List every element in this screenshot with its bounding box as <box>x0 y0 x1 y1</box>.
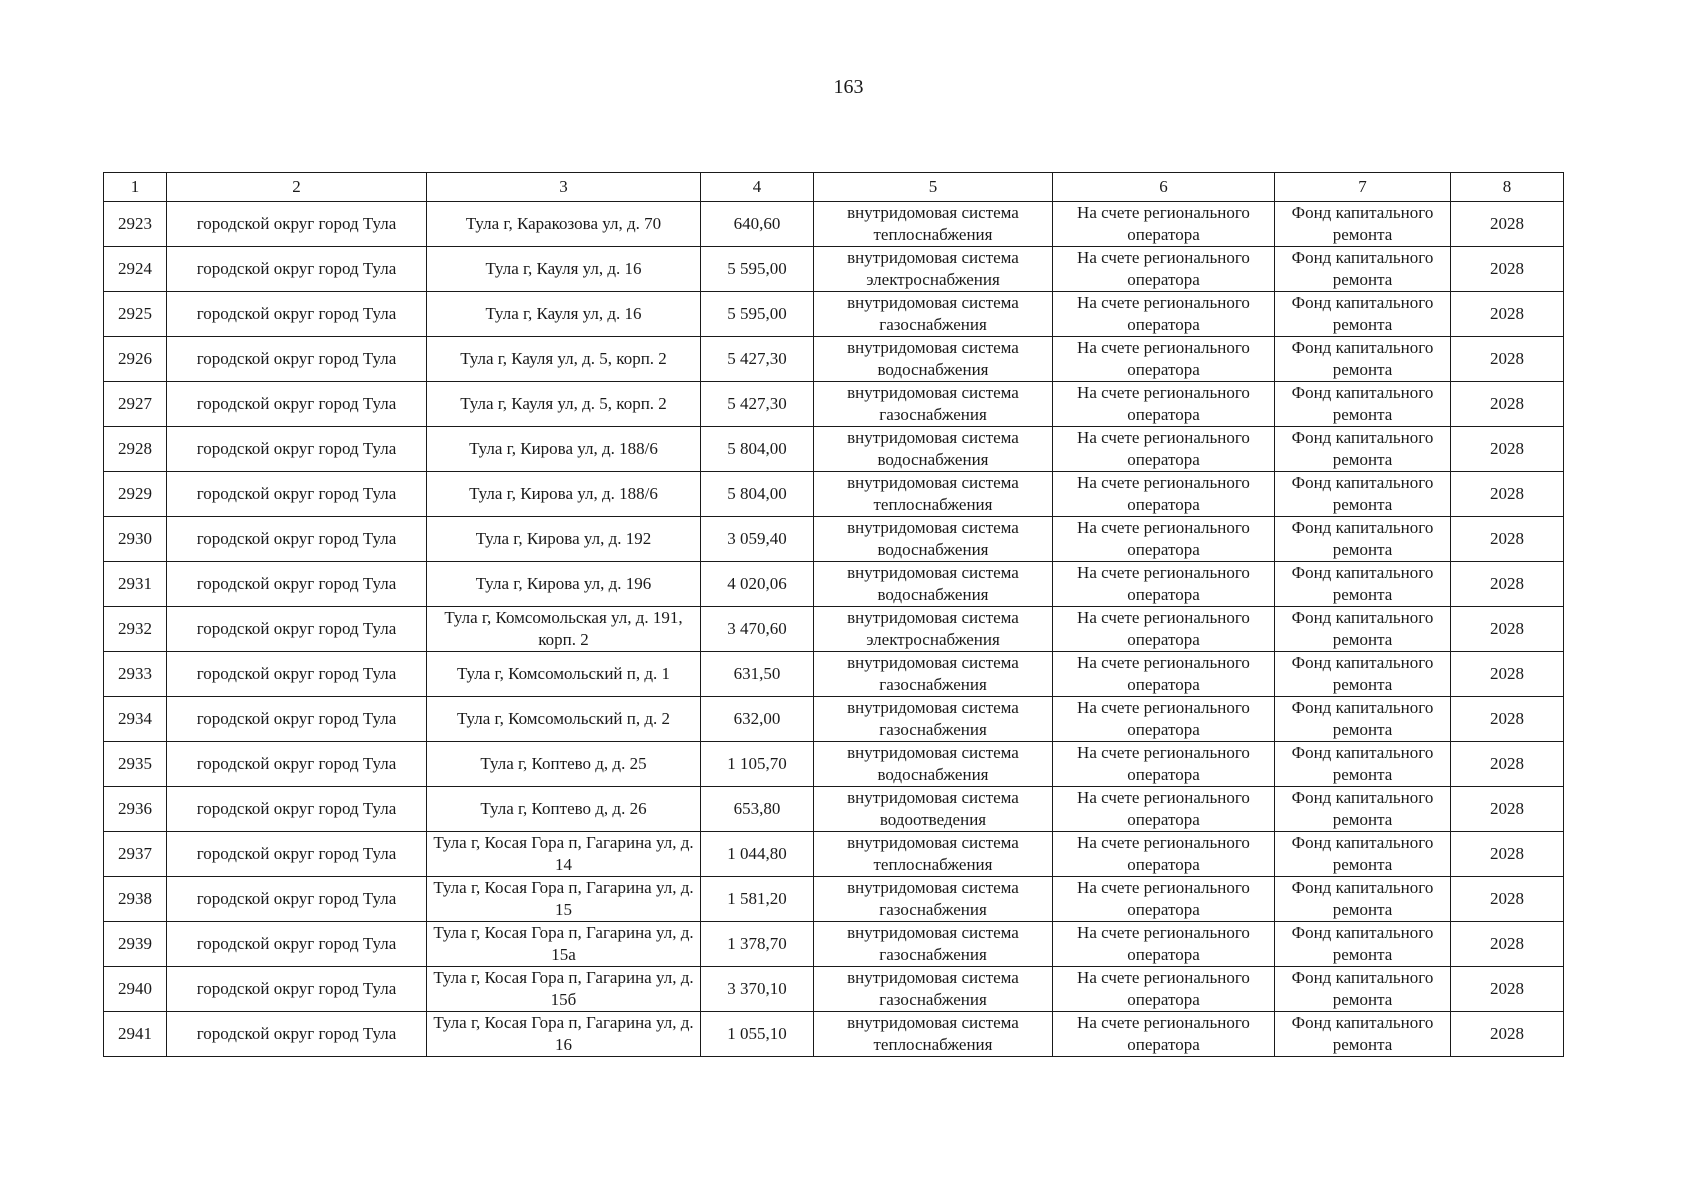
municipality-cell: городской округ город Тула <box>167 472 427 517</box>
account-cell: На счете регионального оператора <box>1053 607 1275 652</box>
account-cell: На счете регионального оператора <box>1053 337 1275 382</box>
municipality-cell: городской округ город Тула <box>167 652 427 697</box>
system-cell: внутридомовая система газоснабжения <box>814 292 1053 337</box>
account-cell: На счете регионального оператора <box>1053 472 1275 517</box>
header-cell-1: 1 <box>104 173 167 202</box>
table-header <box>104 173 1564 202</box>
area-cell: 1 581,20 <box>701 877 814 922</box>
system-cell: внутридомовая система теплоснабжения <box>814 832 1053 877</box>
funding-source-cell: Фонд капитального ремонта <box>1275 652 1451 697</box>
funding-source-cell: Фонд капитального ремонта <box>1275 472 1451 517</box>
account-cell: На счете регионального оператора <box>1053 292 1275 337</box>
year-cell: 2028 <box>1451 832 1564 877</box>
row-number-cell: 2925 <box>104 292 167 337</box>
address-cell: Тула г, Косая Гора п, Гагарина ул, д. 15б <box>427 967 701 1012</box>
row-number-cell: 2929 <box>104 472 167 517</box>
address-cell: Тула г, Кирова ул, д. 188/6 <box>427 472 701 517</box>
row-number-cell: 2932 <box>104 607 167 652</box>
table-row <box>104 382 1564 427</box>
table-body <box>104 202 1564 1057</box>
municipality-cell: городской округ город Тула <box>167 517 427 562</box>
row-number-cell: 2933 <box>104 652 167 697</box>
address-cell: Тула г, Косая Гора п, Гагарина ул, д. 16 <box>427 1012 701 1057</box>
municipality-cell: городской округ город Тула <box>167 382 427 427</box>
municipality-cell: городской округ город Тула <box>167 337 427 382</box>
table-row <box>104 472 1564 517</box>
funding-source-cell: Фонд капитального ремонта <box>1275 877 1451 922</box>
municipality-cell: городской округ город Тула <box>167 832 427 877</box>
address-cell: Тула г, Коптево д, д. 25 <box>427 742 701 787</box>
capital-repair-table <box>103 172 1564 1057</box>
page-number: 163 <box>833 76 864 98</box>
system-cell: внутридомовая система газоснабжения <box>814 382 1053 427</box>
system-cell: внутридомовая система газоснабжения <box>814 697 1053 742</box>
system-cell: внутридомовая система водоснабжения <box>814 337 1053 382</box>
area-cell: 5 804,00 <box>701 427 814 472</box>
area-cell: 3 470,60 <box>701 607 814 652</box>
funding-source-cell: Фонд капитального ремонта <box>1275 742 1451 787</box>
header-cell-7: 7 <box>1275 173 1451 202</box>
row-number-cell: 2937 <box>104 832 167 877</box>
municipality-cell: городской округ город Тула <box>167 967 427 1012</box>
area-cell: 5 804,00 <box>701 472 814 517</box>
address-cell: Тула г, Каракозова ул, д. 70 <box>427 202 701 247</box>
table-row <box>104 787 1564 832</box>
address-cell: Тула г, Кауля ул, д. 5, корп. 2 <box>427 382 701 427</box>
year-cell: 2028 <box>1451 697 1564 742</box>
row-number-cell: 2928 <box>104 427 167 472</box>
address-cell: Тула г, Кирова ул, д. 188/6 <box>427 427 701 472</box>
row-number-cell: 2930 <box>104 517 167 562</box>
area-cell: 3 370,10 <box>701 967 814 1012</box>
address-cell: Тула г, Комсомольская ул, д. 191, корп. 2 <box>427 607 701 652</box>
account-cell: На счете регионального оператора <box>1053 202 1275 247</box>
table-row <box>104 832 1564 877</box>
account-cell: На счете регионального оператора <box>1053 1012 1275 1057</box>
year-cell: 2028 <box>1451 247 1564 292</box>
funding-source-cell: Фонд капитального ремонта <box>1275 202 1451 247</box>
year-cell: 2028 <box>1451 472 1564 517</box>
address-cell: Тула г, Кирова ул, д. 196 <box>427 562 701 607</box>
system-cell: внутридомовая система теплоснабжения <box>814 202 1053 247</box>
municipality-cell: городской округ город Тула <box>167 697 427 742</box>
account-cell: На счете регионального оператора <box>1053 922 1275 967</box>
system-cell: внутридомовая система электроснабжения <box>814 607 1053 652</box>
municipality-cell: городской округ город Тула <box>167 922 427 967</box>
funding-source-cell: Фонд капитального ремонта <box>1275 292 1451 337</box>
system-cell: внутридомовая система водоснабжения <box>814 742 1053 787</box>
row-number-cell: 2939 <box>104 922 167 967</box>
system-cell: внутридомовая система газоснабжения <box>814 922 1053 967</box>
account-cell: На счете регионального оператора <box>1053 562 1275 607</box>
table-row <box>104 742 1564 787</box>
account-cell: На счете регионального оператора <box>1053 382 1275 427</box>
table-row <box>104 967 1564 1012</box>
address-cell: Тула г, Косая Гора п, Гагарина ул, д. 15 <box>427 877 701 922</box>
account-cell: На счете регионального оператора <box>1053 247 1275 292</box>
table-row <box>104 247 1564 292</box>
year-cell: 2028 <box>1451 607 1564 652</box>
funding-source-cell: Фонд капитального ремонта <box>1275 1012 1451 1057</box>
area-cell: 1 044,80 <box>701 832 814 877</box>
funding-source-cell: Фонд капитального ремонта <box>1275 697 1451 742</box>
area-cell: 5 427,30 <box>701 337 814 382</box>
municipality-cell: городской округ город Тула <box>167 877 427 922</box>
municipality-cell: городской округ город Тула <box>167 787 427 832</box>
table-row <box>104 337 1564 382</box>
header-cell-6: 6 <box>1053 173 1275 202</box>
year-cell: 2028 <box>1451 427 1564 472</box>
municipality-cell: городской округ город Тула <box>167 292 427 337</box>
row-number-cell: 2934 <box>104 697 167 742</box>
area-cell: 631,50 <box>701 652 814 697</box>
table-row <box>104 607 1564 652</box>
table-row <box>104 202 1564 247</box>
municipality-cell: городской округ город Тула <box>167 607 427 652</box>
area-cell: 4 020,06 <box>701 562 814 607</box>
municipality-cell: городской округ город Тула <box>167 247 427 292</box>
funding-source-cell: Фонд капитального ремонта <box>1275 382 1451 427</box>
area-cell: 5 595,00 <box>701 292 814 337</box>
address-cell: Тула г, Косая Гора п, Гагарина ул, д. 15а <box>427 922 701 967</box>
funding-source-cell: Фонд капитального ремонта <box>1275 607 1451 652</box>
header-cell-8: 8 <box>1451 173 1564 202</box>
system-cell: внутридомовая система газоснабжения <box>814 967 1053 1012</box>
table-row <box>104 652 1564 697</box>
address-cell: Тула г, Комсомольский п, д. 2 <box>427 697 701 742</box>
table-row <box>104 427 1564 472</box>
funding-source-cell: Фонд капитального ремонта <box>1275 517 1451 562</box>
funding-source-cell: Фонд капитального ремонта <box>1275 967 1451 1012</box>
system-cell: внутридомовая система газоснабжения <box>814 652 1053 697</box>
header-cell-2: 2 <box>167 173 427 202</box>
address-cell: Тула г, Кауля ул, д. 5, корп. 2 <box>427 337 701 382</box>
header-cell-5: 5 <box>814 173 1053 202</box>
header-row <box>104 173 1564 202</box>
system-cell: внутридомовая система водоснабжения <box>814 427 1053 472</box>
account-cell: На счете регионального оператора <box>1053 517 1275 562</box>
account-cell: На счете регионального оператора <box>1053 967 1275 1012</box>
year-cell: 2028 <box>1451 562 1564 607</box>
area-cell: 5 427,30 <box>701 382 814 427</box>
year-cell: 2028 <box>1451 787 1564 832</box>
address-cell: Тула г, Кирова ул, д. 192 <box>427 517 701 562</box>
year-cell: 2028 <box>1451 922 1564 967</box>
account-cell: На счете регионального оператора <box>1053 832 1275 877</box>
funding-source-cell: Фонд капитального ремонта <box>1275 922 1451 967</box>
area-cell: 653,80 <box>701 787 814 832</box>
municipality-cell: городской округ город Тула <box>167 427 427 472</box>
municipality-cell: городской округ город Тула <box>167 202 427 247</box>
year-cell: 2028 <box>1451 877 1564 922</box>
funding-source-cell: Фонд капитального ремонта <box>1275 787 1451 832</box>
header-cell-3: 3 <box>427 173 701 202</box>
municipality-cell: городской округ город Тула <box>167 742 427 787</box>
system-cell: внутридомовая система газоснабжения <box>814 877 1053 922</box>
year-cell: 2028 <box>1451 652 1564 697</box>
area-cell: 640,60 <box>701 202 814 247</box>
row-number-cell: 2927 <box>104 382 167 427</box>
table-row <box>104 562 1564 607</box>
system-cell: внутридомовая система теплоснабжения <box>814 472 1053 517</box>
address-cell: Тула г, Кауля ул, д. 16 <box>427 247 701 292</box>
year-cell: 2028 <box>1451 202 1564 247</box>
row-number-cell: 2924 <box>104 247 167 292</box>
area-cell: 5 595,00 <box>701 247 814 292</box>
row-number-cell: 2936 <box>104 787 167 832</box>
area-cell: 1 055,10 <box>701 1012 814 1057</box>
table-row <box>104 1012 1564 1057</box>
address-cell: Тула г, Кауля ул, д. 16 <box>427 292 701 337</box>
account-cell: На счете регионального оператора <box>1053 877 1275 922</box>
row-number-cell: 2941 <box>104 1012 167 1057</box>
row-number-cell: 2926 <box>104 337 167 382</box>
header-cell-4: 4 <box>701 173 814 202</box>
funding-source-cell: Фонд капитального ремонта <box>1275 832 1451 877</box>
year-cell: 2028 <box>1451 382 1564 427</box>
area-cell: 3 059,40 <box>701 517 814 562</box>
year-cell: 2028 <box>1451 337 1564 382</box>
municipality-cell: городской округ город Тула <box>167 562 427 607</box>
funding-source-cell: Фонд капитального ремонта <box>1275 337 1451 382</box>
account-cell: На счете регионального оператора <box>1053 742 1275 787</box>
table-row <box>104 292 1564 337</box>
address-cell: Тула г, Коптево д, д. 26 <box>427 787 701 832</box>
account-cell: На счете регионального оператора <box>1053 787 1275 832</box>
table-row <box>104 697 1564 742</box>
area-cell: 1 378,70 <box>701 922 814 967</box>
system-cell: внутридомовая система водоснабжения <box>814 562 1053 607</box>
municipality-cell: городской округ город Тула <box>167 1012 427 1057</box>
area-cell: 632,00 <box>701 697 814 742</box>
funding-source-cell: Фонд капитального ремонта <box>1275 247 1451 292</box>
year-cell: 2028 <box>1451 517 1564 562</box>
system-cell: внутридомовая система водоотведения <box>814 787 1053 832</box>
table-row <box>104 922 1564 967</box>
system-cell: внутридомовая система электроснабжения <box>814 247 1053 292</box>
year-cell: 2028 <box>1451 967 1564 1012</box>
address-cell: Тула г, Косая Гора п, Гагарина ул, д. 14 <box>427 832 701 877</box>
year-cell: 2028 <box>1451 292 1564 337</box>
row-number-cell: 2931 <box>104 562 167 607</box>
row-number-cell: 2923 <box>104 202 167 247</box>
year-cell: 2028 <box>1451 1012 1564 1057</box>
year-cell: 2028 <box>1451 742 1564 787</box>
account-cell: На счете регионального оператора <box>1053 697 1275 742</box>
system-cell: внутридомовая система теплоснабжения <box>814 1012 1053 1057</box>
table-row <box>104 517 1564 562</box>
funding-source-cell: Фонд капитального ремонта <box>1275 562 1451 607</box>
address-cell: Тула г, Комсомольский п, д. 1 <box>427 652 701 697</box>
row-number-cell: 2935 <box>104 742 167 787</box>
account-cell: На счете регионального оператора <box>1053 652 1275 697</box>
row-number-cell: 2938 <box>104 877 167 922</box>
area-cell: 1 105,70 <box>701 742 814 787</box>
table-row <box>104 877 1564 922</box>
funding-source-cell: Фонд капитального ремонта <box>1275 427 1451 472</box>
row-number-cell: 2940 <box>104 967 167 1012</box>
account-cell: На счете регионального оператора <box>1053 427 1275 472</box>
system-cell: внутридомовая система водоснабжения <box>814 517 1053 562</box>
